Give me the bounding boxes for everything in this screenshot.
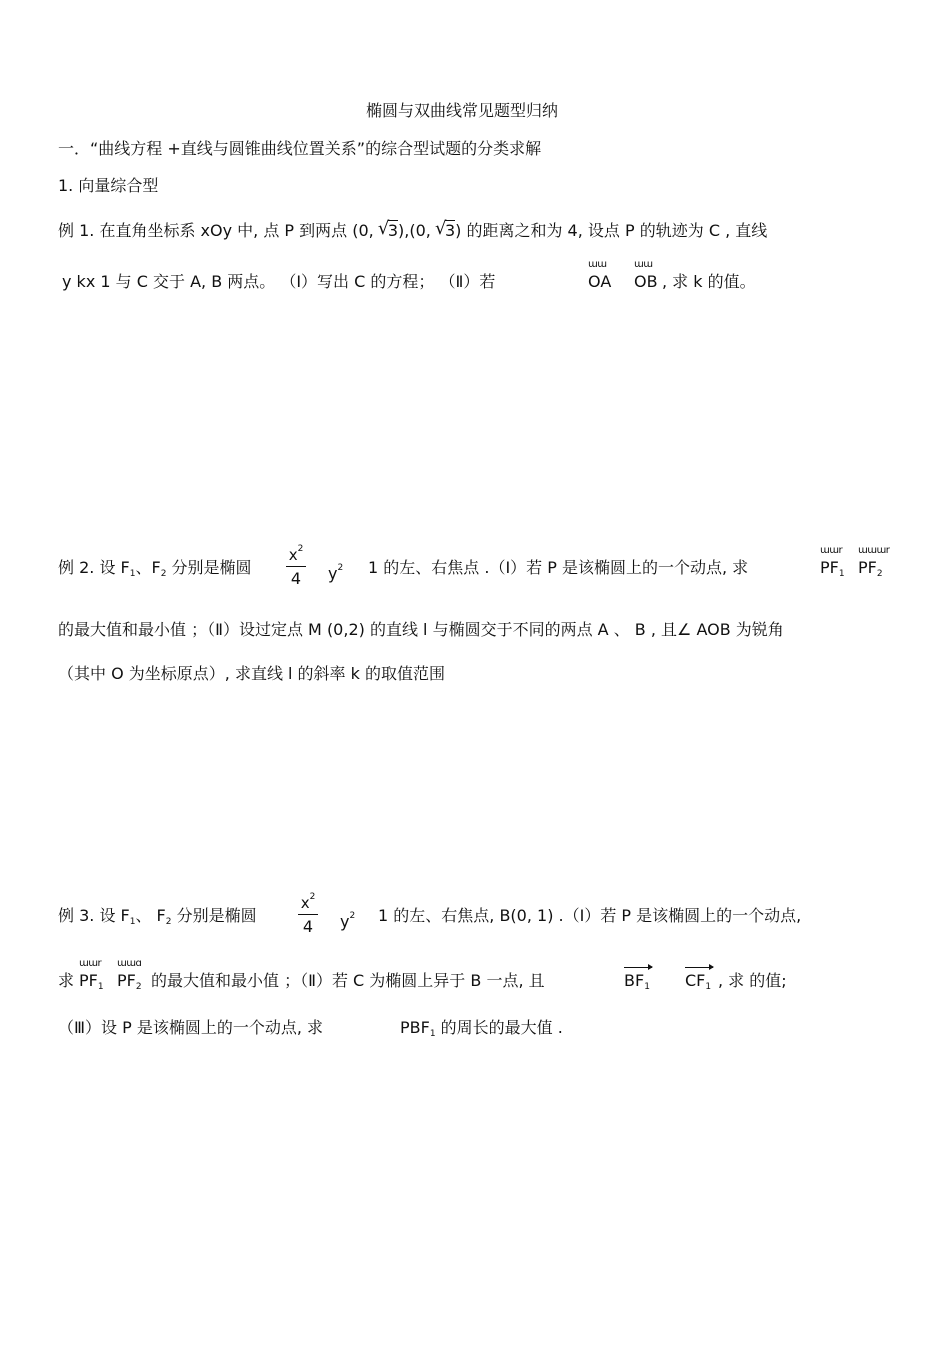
example-2-y2: $y^2$ [328,563,344,583]
example-3-line-3: （Ⅲ）设 P 是该椭圆上的一个动点, 求 [58,1018,324,1037]
subscript: 1 [129,917,136,927]
example-3-y2: $y^2$ [340,911,356,931]
subscript: 2 [165,917,172,927]
fraction-denominator: 4 [302,917,314,936]
vector-cf1: $CF_1$ [685,971,713,992]
example-3-line-1: 例 3. 设 $F_1$、 $F_2$ 分别是椭圆 [58,906,257,927]
subscript: 2 [160,569,167,579]
sqrt-symbol: √ 3 [436,221,455,241]
section-heading: 一．“曲线方程 +直线与圆锥曲线位置关系”的综合型试题的分类求解 [58,139,542,158]
vector-pf1: ɯɯr $PF_1$ [79,958,104,992]
example-1-text-c: ) 的距离之和为 4, 设点 P 的轨迹为 C , 直线 [455,221,768,240]
vector-mark: ɯɯ [634,259,653,270]
example-3-pbf: $PBF_1$ 的周长的最大值 . [400,1018,563,1039]
fraction-numerator: x [300,894,310,912]
fraction-denominator: 4 [290,569,302,588]
example-3-qiu: 求 [58,971,75,990]
vector-oa-label: OA [588,272,612,291]
example-3-line-2-tail: , 求 的值; [718,971,787,990]
arrow-icon [624,967,652,968]
example-1-text-d: y kx 1 与 C 交于 A, B 两点。 （Ⅰ）写出 C 的方程； （Ⅱ）若 [62,272,496,291]
example-3-line-1-rest: 1 的左、右焦点, B(0, 1) .（Ⅰ）若 P 是该椭圆上的一个动点, [378,906,802,925]
example-2-line-1-rest: 1 的左、右焦点 .（Ⅰ）若 P 是该椭圆上的一个动点, 求 [368,558,749,577]
subscript: 1 [129,569,136,579]
example-1-line-2 [62,272,495,292]
example-2-line-2: 的最大值和最小值 ；（Ⅱ）设过定点 M (0,2) 的直线 l 与椭圆交于不同的两点 A 、 B , 且∠ AOB 为锐角 [58,620,784,639]
example-1-text-a: 例 1. 在直角坐标系 xOy 中, 点 P 到两点 (0, [58,221,374,240]
example-3-line-2: 的最大值和最小值 ；（Ⅱ）若 C 为椭圆上异于 B 一点, 且 [151,971,545,990]
example-2-line-3: （其中 O 为坐标原点）, 求直线 l 的斜率 k 的取值范围 [58,664,445,683]
example-1-text-b: ),(0, [398,221,431,240]
fraction-x2-over-4: $x^2$ 4 [298,892,318,936]
example-2-line-1: 例 2. 设 $F_1$、$F_2$ 分别是椭圆 [58,558,252,579]
vector-pf1: ɯɯr $PF_1$ [820,545,845,579]
arrow-icon [685,967,713,968]
vector-ob [634,259,658,291]
vector-pf2: ɯɯɯr $PF_2$ [858,545,890,579]
example-1-line-1 [58,221,767,241]
fraction-numerator: x [288,546,298,564]
example-1-tail: , 求 k 的值。 [662,272,756,291]
vector-mark: ɯɯ [588,259,607,270]
fraction-x2-over-4: $x^2$ 4 [286,544,306,588]
vector-ob-label: OB [634,272,658,291]
sqrt-symbol: √ 3 [379,221,398,241]
vector-pf2: ɯɯɑ $PF_2$ [117,958,142,992]
page-title: 椭圆与双曲线常见题型归纳 [366,101,559,120]
subsection-heading: 1. 向量综合型 [58,176,159,195]
vector-bf1: $BF_1$ [624,971,652,992]
vector-oa [588,259,612,291]
